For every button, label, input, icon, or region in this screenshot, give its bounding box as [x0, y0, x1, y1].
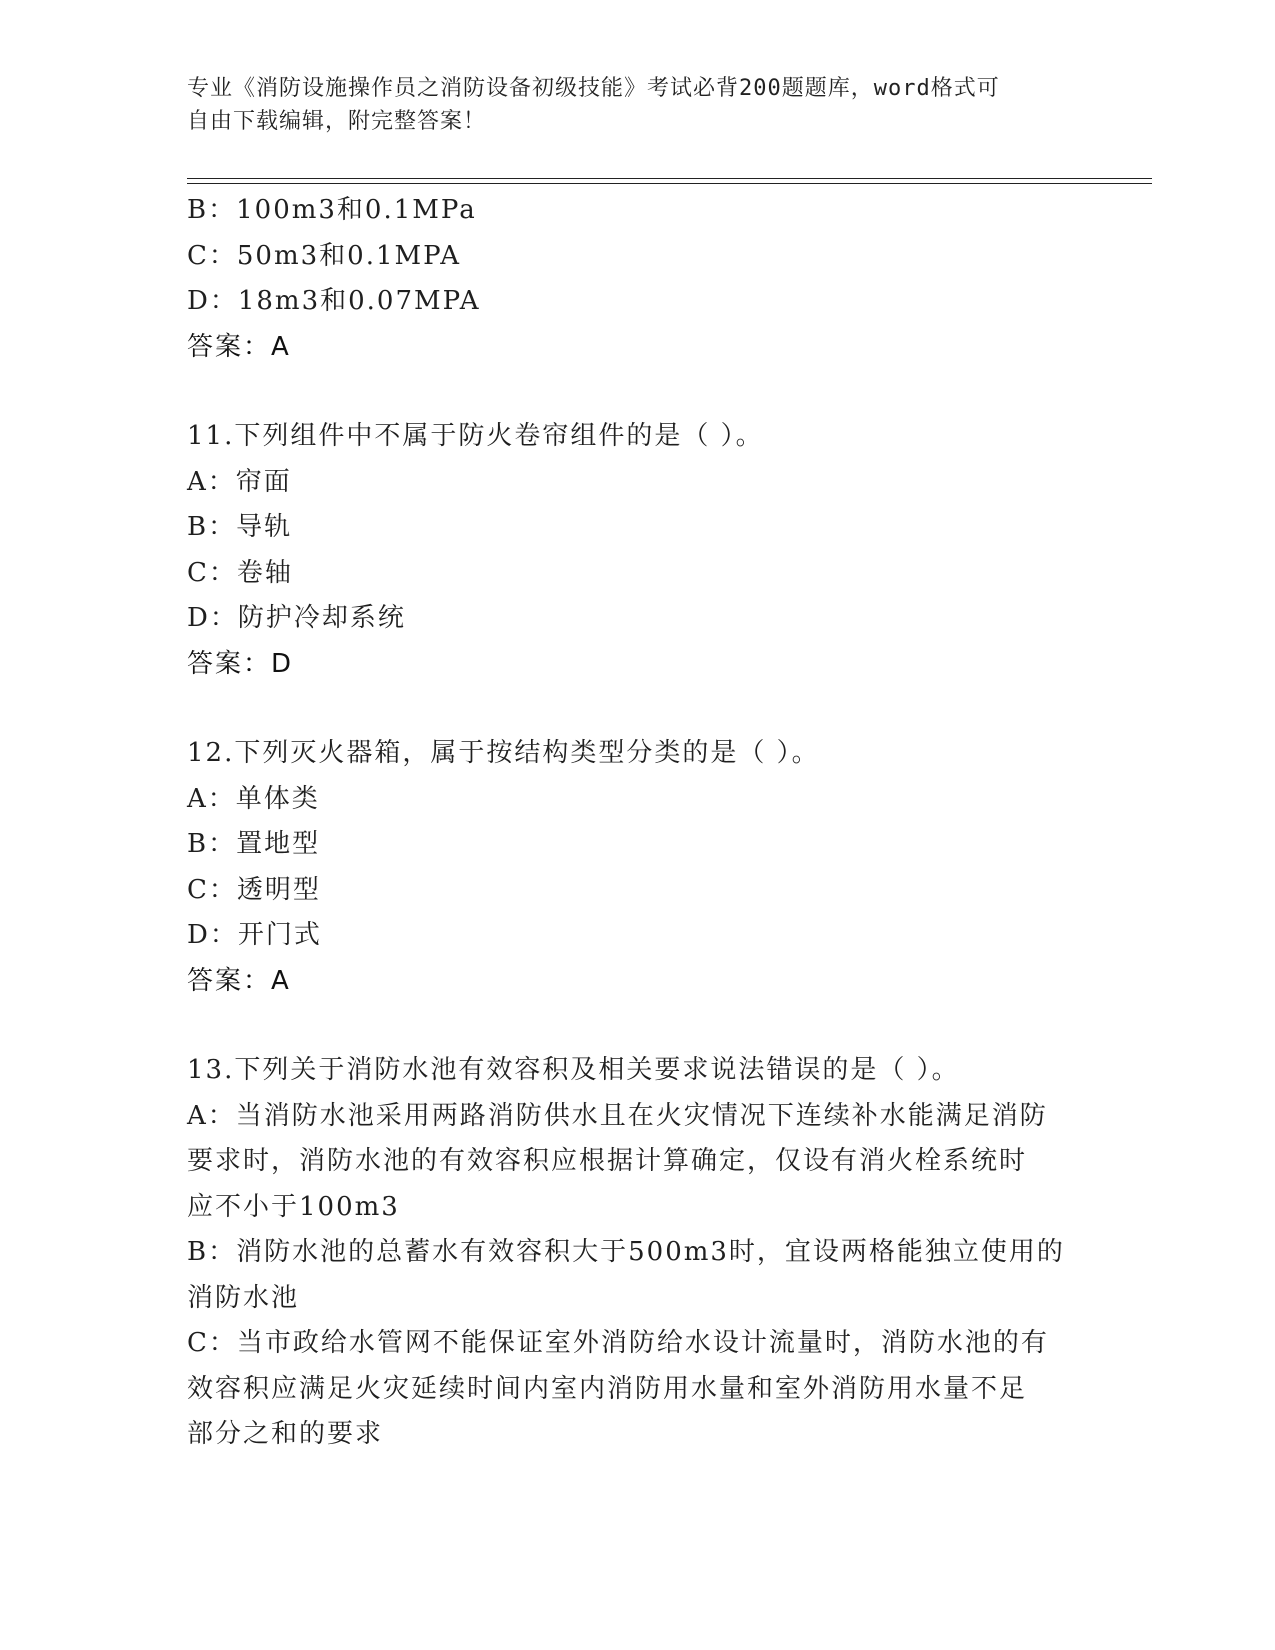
question-stem: 13.下列关于消防水池有效容积及相关要求说法错误的是（ ）。 [187, 1055, 960, 1085]
option-c-line-2: 效容积应满足火灾延续时间内室内消防用水量和室外消防用水量不足 [187, 1373, 1028, 1404]
header-line-1: 专业《消防设施操作员之消防设备初级技能》考试必背200题题库，word格式可 [187, 76, 1000, 101]
option-c: C：透明型 [187, 874, 321, 905]
previous-question-continuation [187, 188, 1087, 370]
option-d: D：开门式 [187, 920, 322, 950]
option-a: A：帘面 [187, 466, 292, 497]
question-stem: 11.下列组件中不属于防火卷帘组件的是（ ）。 [187, 421, 764, 451]
option-a-line-2: 要求时，消防水池的有效容积应根据计算确定，仅设有消火栓系统时 [187, 1146, 1028, 1176]
question-12 [187, 731, 1087, 1004]
answer-line: 答案：D [187, 648, 294, 679]
question-stem: 12.下列灭火器箱，属于按结构类型分类的是（ ）。 [187, 738, 820, 768]
answer-line: 答案：A [187, 965, 291, 996]
header-line-2: 自由下载编辑，附完整答案！ [187, 109, 487, 134]
option-a-line-3: 应不小于100m3 [187, 1191, 400, 1222]
option-b: B：导轨 [187, 512, 293, 542]
option-b: B：置地型 [187, 829, 321, 859]
document-body [187, 188, 1087, 1458]
option-b-line-2: 消防水池 [187, 1282, 300, 1313]
option-d: D：防护冷却系统 [187, 603, 406, 633]
page-header [187, 72, 1087, 138]
question-13 [187, 1048, 1087, 1458]
header-divider-top [187, 178, 1152, 179]
answer-line: 答案：A [187, 331, 291, 362]
option-b: B：100m3和0.1MPa [187, 195, 477, 225]
option-a-line-1: A：当消防水池采用两路消防供水且在火灾情况下连续补水能满足消防 [187, 1100, 1048, 1131]
option-c-line-3: 部分之和的要求 [187, 1419, 384, 1449]
option-d: D：18m3和0.07MPA [187, 286, 481, 316]
header-divider-bottom [187, 183, 1152, 184]
option-b-line-1: B：消防水池的总蓄水有效容积大于500m3时，宜设两格能独立使用的 [187, 1237, 1065, 1267]
option-c: C：卷轴 [187, 557, 293, 588]
option-a: A：单体类 [187, 783, 320, 814]
option-c-line-1: C：当市政给水管网不能保证室外消防给水设计流量时，消防水池的有 [187, 1328, 1049, 1358]
question-11 [187, 414, 1087, 687]
option-c: C：50m3和0.1MPA [187, 240, 462, 271]
